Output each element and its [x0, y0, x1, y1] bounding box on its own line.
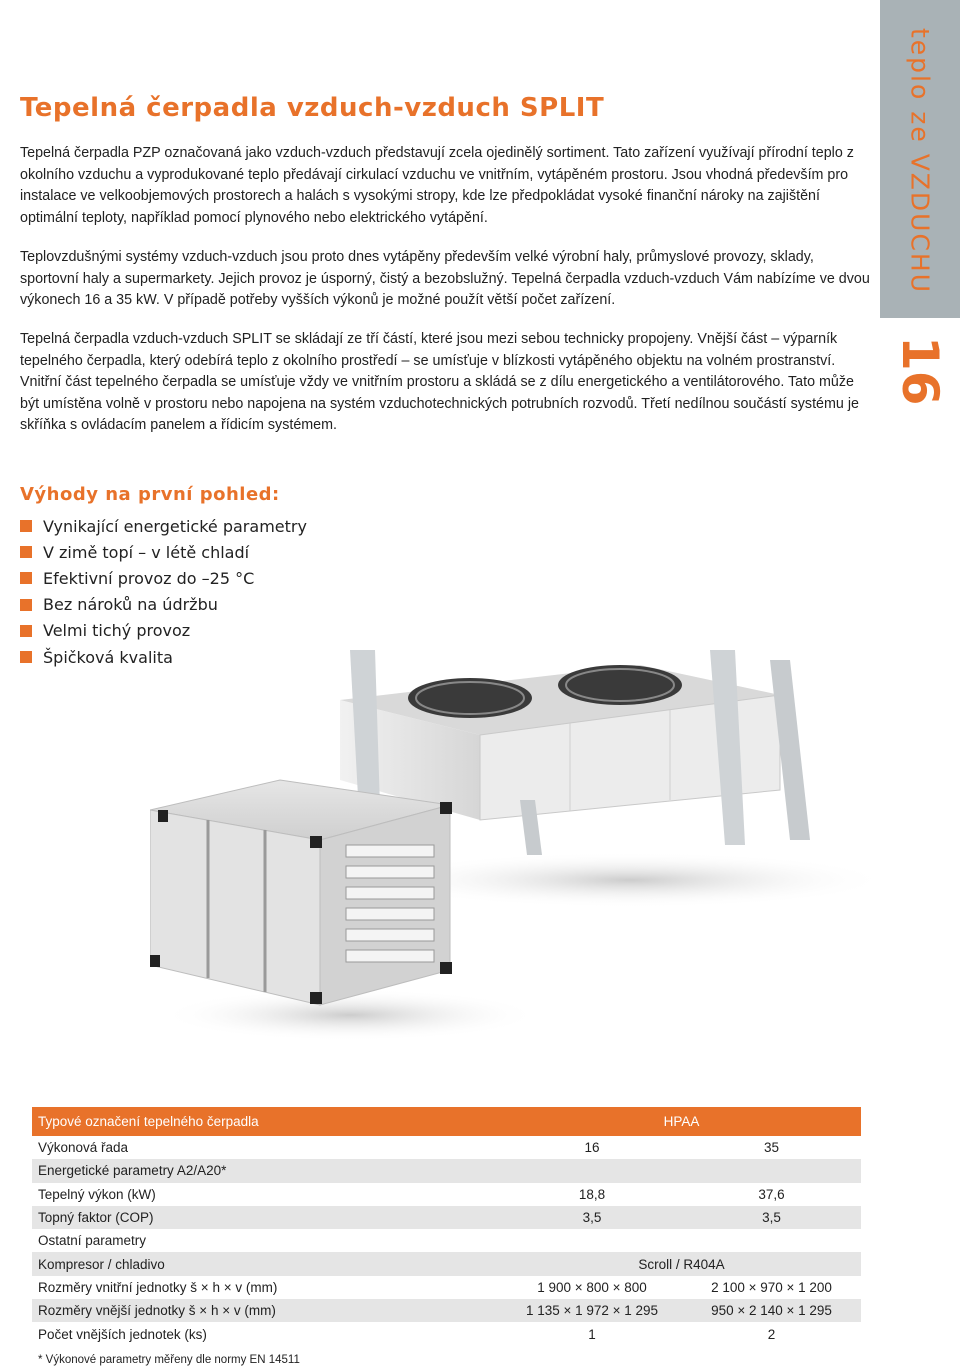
page-number: 16	[891, 336, 949, 406]
table-footnote: * Výkonové parametry měřeny dle normy EN 14511	[38, 1354, 300, 1366]
heat-pump-photo	[150, 640, 910, 1060]
advantage-item: Efektivní provoz do –25 °C	[20, 565, 307, 591]
table-header-row	[32, 1107, 861, 1136]
advantage-item: Špičková kvalita	[20, 644, 307, 670]
table-row: Tepelný výkon (kW) 18,8 37,6	[32, 1183, 861, 1206]
split-paragraph: Tepelná čerpadla vzduch-vzduch SPLIT se skládají ze tří částí, které jsou mezi sebou technicky propojeny. Vnější část – výparník tepelného čerpadla, který odebírá teplo z okolního prostředí – se umísťuje v blízkosti vytápěného objektu na volném prostranství. Vnitřní část tepelného čerpadla se umísťuje vždy ve vnitřním prostoru a skládá se z dílu energetického a ventilátorového. Tato může být umístěna volně v prostoru nebo napojena na systém vzduchotechnických potrubních rozvodů. Třetí nedílnou součástí systému je skříňka s ovládacím panelem a řídicím systémem.	[20, 331, 859, 433]
square-bullet-icon	[20, 625, 32, 637]
table-row: Rozměry vnitřní jednotky š × h × v (mm) 1 900 × 800 × 800 2 100 × 970 × 1 200	[32, 1276, 861, 1299]
square-bullet-icon	[20, 520, 32, 532]
intro-paragraph: Tepelná čerpadla PZP označovaná jako vzduch-vzduch představují zcela ojedinělý sortiment. Tato zařízení využívají přírodní teplo z okolního vzduchu a vyprodukované teplo předávají cirkulací vzduchu ve vnitřním, vytápěném prostoru. Jsou vhodná především pro instalace ve velkoobjemových prostorech a halách s vysokými stropy, kde lze předpokládat vysoké finanční nároky na zajištění optimální teploty, například pomocí plynového nebo elektrického vytápění.	[20, 145, 854, 226]
square-bullet-icon	[20, 546, 32, 558]
spec-table	[32, 1107, 861, 1346]
page-title: Tepelná čerpadla vzduch-vzduch SPLIT	[20, 93, 605, 123]
table-row: Kompresor / chladivo Scroll / R404A	[32, 1252, 861, 1275]
square-bullet-icon	[20, 599, 32, 611]
table-row: Topný faktor (COP) 3,5 3,5	[32, 1206, 861, 1229]
advantage-item: Velmi tichý provoz	[20, 618, 307, 644]
table-row: Výkonová řada 16 35	[32, 1136, 861, 1159]
advantage-item: Vynikající energetické parametry	[20, 513, 307, 539]
header-value: HPAA	[502, 1107, 861, 1136]
header-label: Typové označení tepelného čerpadla	[32, 1107, 502, 1136]
table-row: Energetické parametry A2/A20*	[32, 1159, 861, 1182]
table-row: Rozměry vnější jednotky š × h × v (mm) 1 135 × 1 972 × 1 295 950 × 2 140 × 1 295	[32, 1299, 861, 1322]
square-bullet-icon	[20, 651, 32, 663]
section-label: teplo ze VZDUCHU	[905, 28, 935, 295]
advantage-item: Bez nároků na údržbu	[20, 592, 307, 618]
square-bullet-icon	[20, 572, 32, 584]
table-row: Ostatní parametry	[32, 1229, 861, 1252]
advantages-heading: Výhody na první pohled:	[20, 484, 280, 505]
advantage-item: V zimě topí – v létě chladí	[20, 539, 307, 565]
table-row: Počet vnějších jednotek (ks) 1 2	[32, 1322, 861, 1345]
usage-paragraph: Teplovzdušnými systémy vzduch-vzduch jsou proto dnes vytápěny především velké výrobní haly, průmyslové provozy, sklady, sportovní haly a supermarkety. Jejich provoz je úsporný, čistý a bezobslužný. Tepelná čerpadla vzduch-vzduch Vám nabízíme ve dvou výkonech 16 a 35 kW. V případě potřeby vyšších výkonů je možné použít větší počet zařízení.	[20, 249, 870, 308]
